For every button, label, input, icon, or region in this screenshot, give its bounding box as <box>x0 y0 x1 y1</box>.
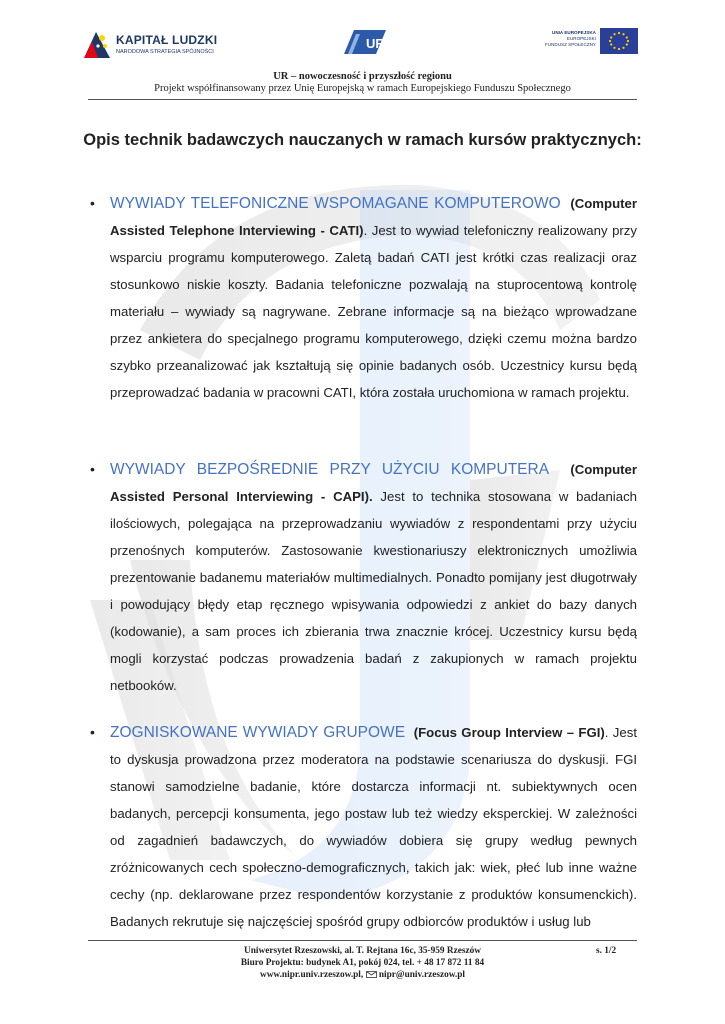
eu-line3: FUNDUSZ SPOŁECZNY <box>544 42 596 47</box>
footer-address: Uniwersytet Rzeszowski, al. T. Rejtana 16c, 35-959 Rzeszów <box>244 946 481 956</box>
envelope-icon <box>366 971 377 978</box>
eu-logo <box>530 28 640 58</box>
email-link[interactable]: nipr@univ.rzeszow.pl <box>378 970 466 980</box>
item-term: (Computer Assisted Personal Interviewing - CAPI). <box>110 462 637 504</box>
footer-divider <box>88 940 637 941</box>
item-heading: ZOGNISKOWANE WYWIADY GRUPOWE <box>110 724 406 741</box>
eu-line2: EUROPEJSKI <box>566 36 596 41</box>
header-line-1: UR – nowoczesność i przyszłość regionu <box>273 71 452 82</box>
list-item <box>90 719 637 935</box>
kapital-ludzki-name: KAPITAŁ LUDZKI <box>116 33 218 47</box>
item-text: . Jest to dyskusja prowadzona przez moderatora na podstawie scenariusza do dyskusji. FGI stanowi samodzielne badanie, które dostarcza informacji nt. subiektywnych ocen badanych, percepcji konsumenta, jego postaw lub też wiedzy eksperckiej. W zależności od zagadnień badawczych, do wywiadów dobiera się grupy według pewnych zróżnicowanych cech społeczno-demograficznych, takich jak: wiek, płeć lub inne ważne cechy (np. deklarowane przez respondentów korzystanie z produktów konsumenckich). Badanych rekrutuje się najczęściej spośród grupy odbiorców produktów i usług lub <box>110 725 637 929</box>
item-heading: WYWIADY BEZPOŚREDNIE PRZY UŻYCIU KOMPUTERA <box>110 461 550 478</box>
document-title: Opis technik badawczych nauczanych w ramach kursów praktycznych: <box>83 131 642 149</box>
bullet-icon: • <box>90 461 95 477</box>
item-term: (Focus Group Interview – FGI) <box>413 725 605 740</box>
eu-logo-text <box>530 30 596 48</box>
website-link[interactable]: www.nipr.univ.rzeszow.pl, <box>259 970 364 980</box>
list-item <box>90 456 637 699</box>
item-text: Jest to technika stosowana w badaniach ilościowych, polegająca na przeprowadzaniu wywiadów z respondentami przy użyciu przenośnych komputerów. Zastosowanie kwestionariuszy elektronicznych umożliwia prezentowanie badanemu materiałów multimedialnych. Ponadto pomijany jest długotrwały i powodujący błędy etap ręcznego wpisywania odpowiedzi z ankiet do bazy danych (kodowanie), a sam proces ich zbierania trwa znacznie krócej. Uczestnicy kursu będą mogli korzystać podczas prowadzenia badań z zakupionych w ramach projektu netbooków. <box>110 489 637 693</box>
page-number: s. 1/2 <box>596 946 617 956</box>
footer-office: Biuro Projektu: budynek A1, pokój 024, tel. + 48 17 872 11 84 <box>240 958 485 968</box>
kapital-ludzki-logo-icon <box>80 24 114 64</box>
item-heading: WYWIADY TELEFONICZNE WSPOMAGANE KOMPUTEROWO <box>110 195 561 212</box>
bullet-icon: • <box>90 195 95 211</box>
item-term: (Computer Assisted Telephone Interviewing - CATI) <box>110 196 637 238</box>
header-logos <box>0 0 725 70</box>
list-item <box>90 190 637 406</box>
ur-logo-text: UR <box>366 36 385 51</box>
header-divider <box>88 99 637 100</box>
footer-contact <box>0 970 725 980</box>
ur-logo-icon <box>336 26 392 58</box>
eu-flag-icon <box>600 28 638 54</box>
eu-line1: UNIA EUROPEJSKA <box>552 30 596 35</box>
kapital-ludzki-logo <box>80 24 240 66</box>
kapital-ludzki-tagline: NARODOWA STRATEGIA SPÓJNOŚCI <box>116 49 214 55</box>
bullet-icon: • <box>90 724 95 740</box>
header-line-2: Projekt współfinansowany przez Unię Europejską w ramach Europejskiego Funduszu Społecznego <box>154 83 571 94</box>
item-text: . Jest to wywiad telefoniczny realizowany przy wsparciu programu komputerowego. Zaletą badań CATI jest krótki czas realizacji oraz stosunkowo niskie koszty. Badania telefoniczne pozwalają na stuprocentową kontrolę materiału – wywiady są nagrywane. Zebrane informacje są na bieżąco wprowadzane przez ankietera do specjalnego programu komputerowego, dzięki czemu można bardzo szybko przeanalizować jak kształtują się opinie badanych osób. Uczestnicy kursu będą przeprowadzać badania w pracowni CATI, która została uruchomiona w ramach projektu. <box>110 223 637 400</box>
